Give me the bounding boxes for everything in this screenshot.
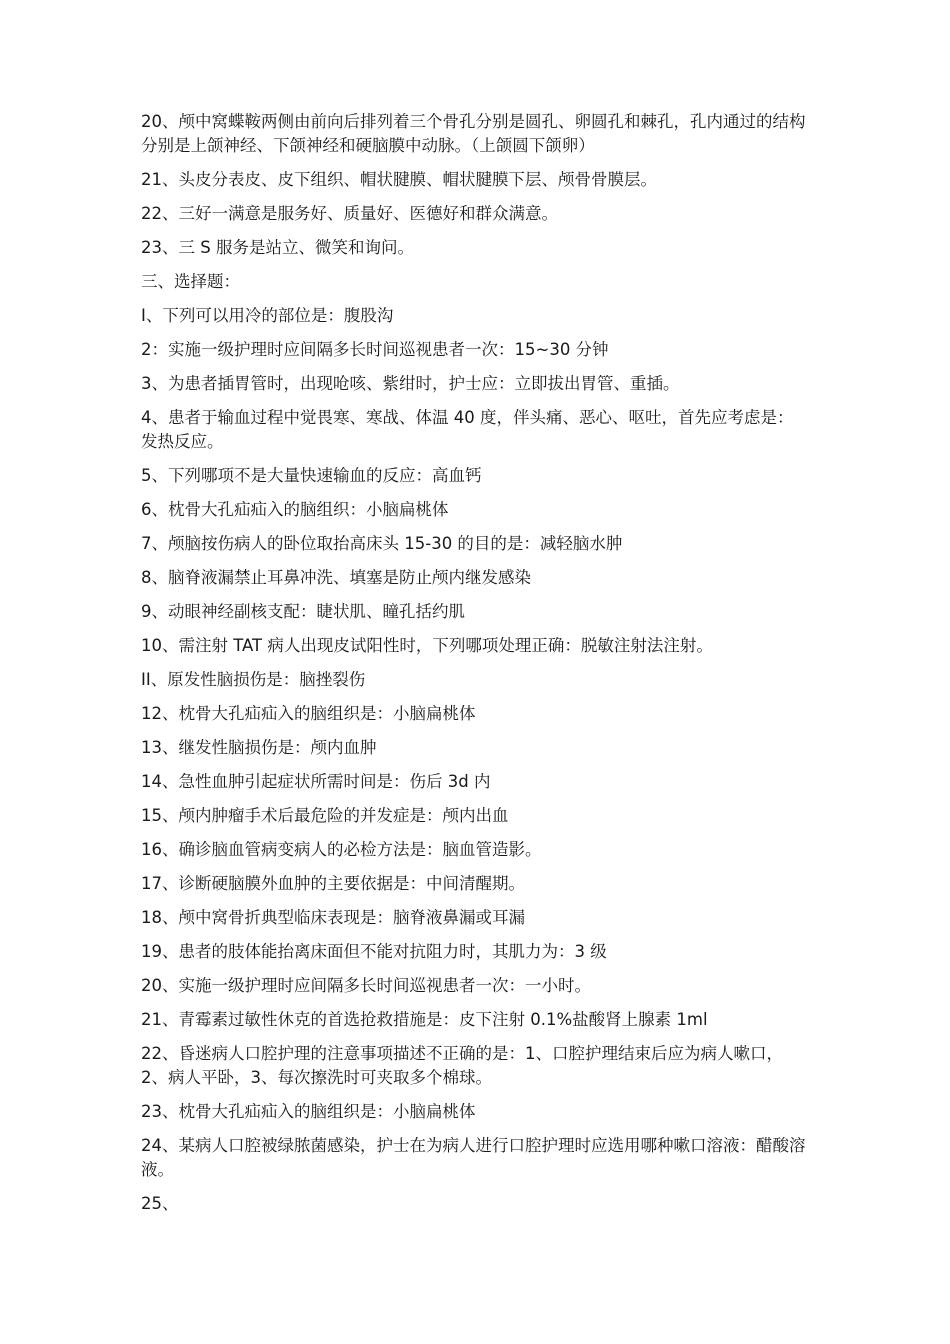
paragraph-skull-foramina: 20、颅中窝蝶鞍两侧由前向后排列着三个骨孔分别是圆孔、卵圆孔和棘孔，孔内通过的结构分别是上颌神经、下颌神经和硬脑膜中动脉。（上颌圆下颌卵） <box>141 112 806 155</box>
section-heading-choice-questions: 三、选择题： <box>141 272 240 291</box>
question-18: 18、颅中窝骨折典型临床表现是：脑脊液鼻漏或耳漏 <box>141 908 525 927</box>
question-11: II、原发性脑损伤是：脑挫裂伤 <box>141 670 366 689</box>
question-24: 24、某病人口腔被绿脓菌感染，护士在为病人进行口腔护理时应选用哪种嗽口溶液：醋酸溶液。 <box>141 1136 806 1179</box>
question-25: 25、 <box>141 1194 179 1213</box>
question-6: 6、枕骨大孔疝疝入的脑组织：小脑扁桃体 <box>141 500 449 519</box>
paragraph-scalp-layers: 21、头皮分表皮、皮下组织、帽状腱膜、帽状腱膜下层、颅骨骨膜层。 <box>141 170 657 189</box>
question-22: 22、昏迷病人口腔护理的注意事项描述不正确的是：1、口腔护理结束后应为病人嗽口，2、病人平卧，3、每次擦洗时可夹取多个棉球。 <box>141 1044 783 1087</box>
question-23: 23、枕骨大孔疝疝入的脑组织是：小脑扁桃体 <box>141 1102 476 1121</box>
question-17: 17、诊断硬脑膜外血肿的主要依据是：中间清醒期。 <box>141 874 525 893</box>
question-1: I、下列可以用冷的部位是：腹股沟 <box>141 306 394 325</box>
question-7: 7、颅脑按伤病人的卧位取抬高床头 15-30 的目的是：减轻脑水肿 <box>141 534 623 553</box>
question-13: 13、继发性脑损伤是：颅内血肿 <box>141 738 377 757</box>
question-10: 10、需注射 TAT 病人出现皮试阳性时，下列哪项处理正确：脱敏注射法注射。 <box>141 636 713 655</box>
question-12: 12、枕骨大孔疝疝入的脑组织是：小脑扁桃体 <box>141 704 476 723</box>
question-4: 4、患者于输血过程中觉畏寒、寒战、体温 40 度，伴头痛、恶心、呕吐，首先应考虑是：发热反应。 <box>141 408 794 451</box>
question-16: 16、确诊脑血管病变病人的必检方法是：脑血管造影。 <box>141 840 542 859</box>
document-body <box>141 110 806 1226</box>
paragraph-three-s-service: 23、三 S 服务是站立、微笑和询问。 <box>141 238 414 257</box>
question-9: 9、动眼神经副核支配：睫状肌、瞳孔括约肌 <box>141 602 465 621</box>
question-5: 5、下列哪项不是大量快速输血的反应：高血钙 <box>141 466 482 485</box>
question-20: 20、实施一级护理时应间隔多长时间巡视患者一次：一小时。 <box>141 976 591 995</box>
question-8: 8、脑脊液漏禁止耳鼻冲洗、填塞是防止颅内继发感染 <box>141 568 531 587</box>
question-15: 15、颅内肿瘤手术后最危险的并发症是：颅内出血 <box>141 806 509 825</box>
question-14: 14、急性血肿引起症状所需时间是：伤后 3d 内 <box>141 772 491 791</box>
question-21: 21、青霉素过敏性休克的首选抢救措施是：皮下注射 0.1%盐酸肾上腺素 1ml <box>141 1010 708 1029</box>
question-3: 3、为患者插胃管时，出现呛咳、紫绀时，护士应：立即拔出胃管、重插。 <box>141 374 680 393</box>
paragraph-three-goods: 22、三好一满意是服务好、质量好、医德好和群众满意。 <box>141 204 558 223</box>
question-2: 2：实施一级护理时应间隔多长时间巡视患者一次：15~30 分钟 <box>141 340 609 359</box>
question-19: 19、患者的肢体能抬离床面但不能对抗阻力时，其肌力为：3 级 <box>141 942 607 961</box>
